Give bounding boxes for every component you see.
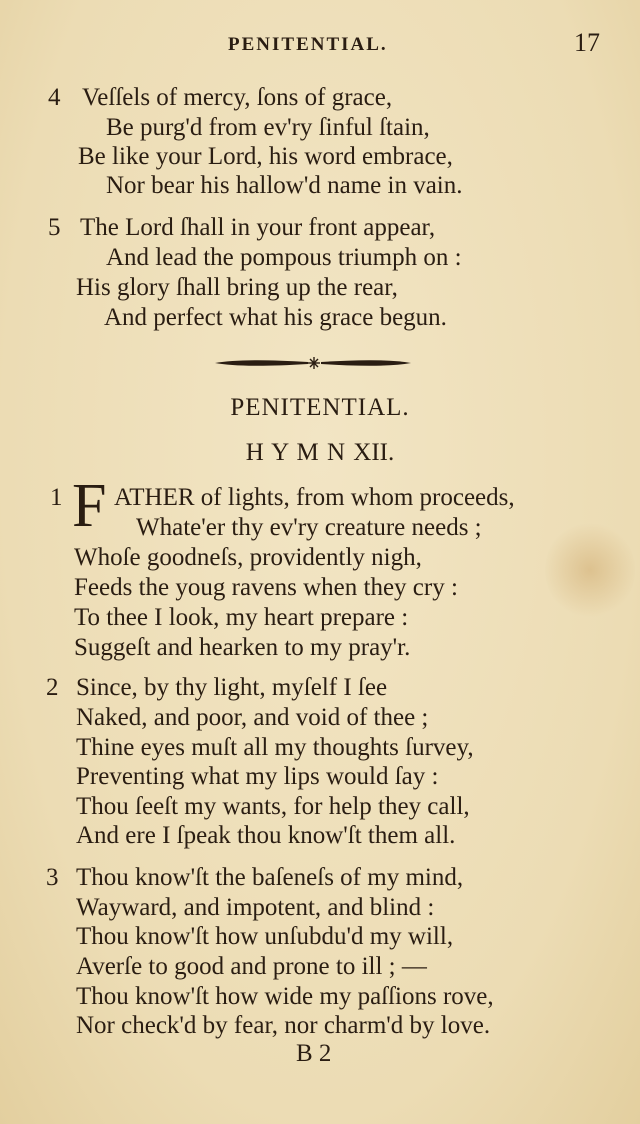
verse-line: Wayward, and impotent, and blind : [76, 894, 435, 921]
verse-line: Preventing what my lips would ſay : [76, 763, 439, 790]
page-number: 17 [574, 28, 600, 57]
printer-signature: B 2 [296, 1040, 332, 1067]
drop-cap: F [72, 472, 107, 540]
verse-line: Be purg'd from ev'ry ſinful ſtain, [106, 114, 430, 141]
verse-line: Thine eyes muſt all my thoughts ſurvey, [76, 734, 474, 761]
verse-line: Whoſe goodneſs, providently nigh, [74, 544, 422, 571]
verse-line: Veſſels of mercy, ſons of grace, [82, 84, 393, 111]
verse-number: 2 [46, 674, 59, 701]
verse-line: Nor check'd by fear, nor charm'd by love. [76, 1012, 491, 1039]
verse-line: Whate'er thy ev'ry creature needs ; [136, 514, 482, 541]
verse-line: Thou ſeeſt my wants, for help they call, [76, 793, 470, 820]
verse-line: Thou know'ſt how unſubdu'd my will, [76, 923, 454, 950]
verse-number: 1 [50, 484, 63, 511]
verse-line: Thou know'ſt the baſeneſs of my mind, [76, 864, 464, 891]
running-header: PENITENTIAL. [228, 34, 388, 55]
verse-number: 3 [46, 864, 59, 891]
verse-line: Suggeſt and hearken to my pray'r. [74, 634, 411, 661]
stanza-number: 5 [48, 214, 61, 241]
verse-line: The Lord ſhall in your front appear, [80, 214, 436, 241]
verse-line: To thee I look, my heart prepare : [74, 604, 409, 631]
verse-line: Be like your Lord, his word embrace, [78, 143, 453, 170]
verse-line: Feeds the youg ravens when they cry : [74, 574, 458, 601]
verse-line: His glory ſhall bring up the rear, [76, 274, 398, 301]
verse-line: And ere I ſpeak thou know'ſt them all. [76, 822, 456, 849]
verse-line: Since, by thy light, myſelf I ſee [76, 674, 388, 701]
stanza-number: 4 [48, 84, 61, 111]
verse-line: Thou know'ſt how wide my paſſions rove, [76, 983, 494, 1010]
verse-line: ATHER of lights, from whom proceeds, [114, 484, 515, 511]
ornamental-divider [213, 356, 413, 370]
verse-line: Nor bear his hallow'd name in vain. [106, 172, 463, 199]
paper-stain [545, 520, 635, 620]
verse-line: Naked, and poor, and void of thee ; [76, 704, 429, 731]
verse-line: And perfect what his grace begun. [104, 304, 447, 331]
section-title: PENITENTIAL. [230, 394, 410, 421]
hymn-title: H Y M N XII. [245, 439, 395, 466]
verse-line: And lead the pompous triumph on : [106, 244, 462, 271]
verse-line: Averſe to good and prone to ill ; — [76, 953, 427, 980]
